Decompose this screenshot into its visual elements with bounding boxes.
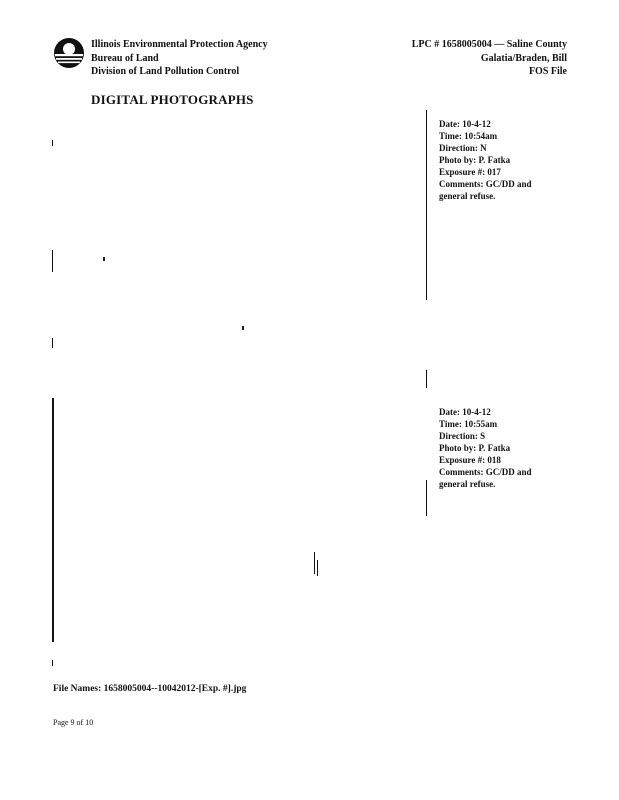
photo-1-exposure: Exposure #: 017: [439, 167, 501, 177]
site-block: [412, 38, 567, 79]
page-number: Page 9 of 10: [53, 718, 94, 727]
page-title: DIGITAL PHOTOGRAPHS: [91, 92, 254, 107]
agency-name: Illinois Environmental Protection Agency: [91, 39, 268, 50]
photo-2-direction: Direction: S: [439, 431, 486, 441]
bureau-name: Bureau of Land: [91, 52, 159, 64]
photo-1: [52, 110, 427, 386]
photo-1-date: Date: 10-4-12: [439, 119, 491, 129]
photo-2-photographer: Photo by: P. Fatka: [439, 443, 511, 453]
illinois-epa-seal-icon: [53, 37, 85, 69]
site-name: Galatia/Braden, Bill: [480, 52, 567, 64]
photo-2-time: Time: 10:55am: [439, 419, 498, 429]
photo-1-comments: Comments: GC/DD and general refuse.: [439, 179, 532, 201]
photo-1-direction: Direction: N: [439, 143, 487, 153]
file-names: File Names: 1658005004--10042012-[Exp. #].jpg: [53, 684, 247, 694]
photo-1-time: Time: 10:54am: [439, 131, 498, 141]
photo-2-caption: [439, 406, 559, 490]
file-type: FOS File: [528, 66, 567, 77]
agency-block: [91, 38, 268, 79]
photo-2-exposure: Exposure #: 018: [439, 455, 501, 465]
photo-1-photographer: Photo by: P. Fatka: [439, 155, 511, 165]
photo-2-comments: Comments: GC/DD and general refuse.: [439, 467, 532, 489]
photo-1-caption: [439, 118, 559, 202]
division-name: Division of Land Pollution Control: [91, 66, 240, 77]
photo-2: [52, 392, 427, 670]
site-lpc-number: LPC # 1658005004 — Saline County: [411, 39, 567, 50]
photo-2-date: Date: 10-4-12: [439, 407, 491, 417]
